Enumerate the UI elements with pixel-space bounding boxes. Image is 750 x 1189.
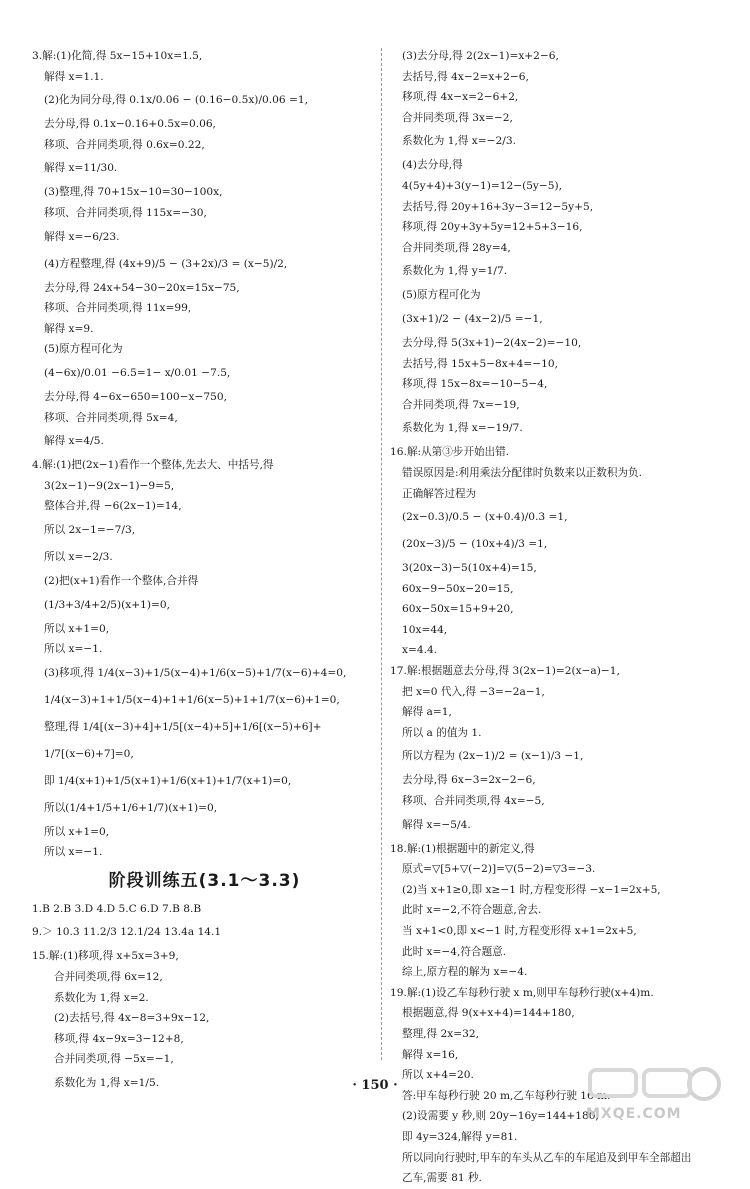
text-line: 当 x+1<0,即 x<−1 时,方程变形得 x+1=2x+5, [402, 925, 637, 937]
text-line: 60x−9−50x−20=15, [402, 582, 514, 595]
text-line: 所以 x+1=0, [44, 825, 110, 838]
text-line: 系数化为 1,得 x=−19/7. [402, 422, 523, 435]
text-line: 原式=▽[5+▽(−2)]=▽(5−2)=▽3=−3. [402, 863, 596, 876]
text-line: 合并同类项,得 7x=−19, [402, 398, 520, 411]
text-line: 合并同类项,得 6x=12, [54, 971, 163, 984]
watermark-logo [582, 1064, 732, 1122]
text-line: 所以 x+4=20. [402, 1069, 474, 1082]
text-line: 解得 x=1.1. [44, 70, 104, 83]
text-line: 10x=44, [402, 623, 448, 636]
text-line: 移项、合并同类项,得 5x=4, [44, 411, 178, 424]
watermark-text: MXQE.COM [586, 1106, 682, 1122]
text-line: 移项、合并同类项,得 4x=−5, [402, 795, 545, 808]
text-line: 系数化为 1,得 x=−2/3. [402, 135, 516, 148]
text-line: 整理,得 2x=32, [402, 1027, 479, 1040]
text-line: 答:甲车每秒行驶 20 m,乙车每秒行驶 16 m. [402, 1089, 611, 1102]
text-line: (1/3+3/4+2/5)(x+1)=0, [44, 598, 171, 611]
text-line: 整理,得 1/4[(x−3)+4]+1/5[(x−4)+5]+1/6[(x−5)+6]+ [44, 720, 322, 733]
text-line: 此时 x=−4,符合题意. [402, 945, 507, 958]
text-line: 4(5y+4)+3(y−1)=12−(5y−5), [402, 179, 563, 192]
text-line: 系数化为 1,得 y=1/7. [402, 265, 508, 278]
text-line: (2)化为同分母,得 0.1x/0.06 − (0.16−0.5x)/0.06 =1, [44, 94, 308, 107]
text-line: 合并同类项,得 3x=−2, [402, 111, 513, 124]
text-line: (3x+1)/2 − (4x−2)/5 =−1, [402, 312, 543, 325]
text-line: 去分母,得 6x−3=2x−2−6, [402, 774, 536, 787]
text-line: 合并同类项,得 −5x=−1, [54, 1053, 174, 1066]
text-line: 所以方程为 (2x−1)/2 = (x−1)/3 −1, [402, 750, 584, 763]
text-line: 解得 x=16, [402, 1048, 459, 1061]
page-number: · 150 · [352, 1078, 398, 1093]
text-line: (3)移项,得 1/4(x−3)+1/5(x−4)+1/6(x−5)+1/7(x−6)+4=0, [44, 666, 347, 679]
text-line: 移项,得 15x−8x=−10−5−4, [402, 378, 548, 391]
text-line: 4.解:(1)把(2x−1)看作一个整体,先去大、中括号,得 [32, 459, 274, 472]
text-line: 移项,得 4x−9x=3−12+8, [54, 1032, 184, 1045]
text-line: (2x−0.3)/0.5 − (x+0.4)/0.3 =1, [402, 511, 568, 524]
text-line: 所以 a 的值为 1. [402, 726, 482, 739]
text-line: 解得 x=11/30. [44, 162, 118, 175]
text-line: 9.＞ 10.3 11.2/3 12.1/24 13.4a 14.1 [32, 926, 222, 939]
text-line: 解得 a=1, [402, 706, 452, 719]
text-line: 解得 x=9. [44, 322, 94, 335]
text-line: 1.B 2.B 3.D 4.D 5.C 6.D 7.B 8.B [32, 902, 202, 915]
left-column [32, 46, 377, 1097]
text-line: 移项、合并同类项,得 0.6x=0.22, [44, 138, 205, 151]
text-line: 此时 x=−2,不符合题意,舍去. [402, 904, 542, 917]
text-line: 所以(1/4+1/5+1/6+1/7)(x+1)=0, [44, 801, 218, 814]
right-column [390, 46, 730, 1189]
text-line: 去分母,得 24x+54−30−20x=15x−75, [44, 281, 240, 294]
text-line: (2)当 x+1≥0,即 x≥−1 时,方程变形得 −x−1=2x+5, [402, 883, 661, 896]
text-line: 合并同类项,得 28y=4, [402, 241, 511, 254]
text-line: (5)原方程可化为 [402, 289, 481, 302]
text-line: (3)去分母,得 2(2x−1)=x+2−6, [402, 50, 559, 62]
text-line: 60x−50x=15+9+20, [402, 603, 514, 616]
column-divider [381, 48, 382, 1060]
text-line: 系数化为 1,得 x=2. [54, 991, 149, 1004]
text-line: 所以 x=−2/3. [44, 550, 113, 563]
text-line: 所以 x+1=0, [44, 622, 110, 635]
text-line: 解得 x=−6/23. [44, 230, 120, 243]
text-line: 去括号,得 15x+5−8x+4=−10, [402, 357, 558, 370]
text-line: 1/4(x−3)+1+1/5(x−4)+1+1/6(x−5)+1+1/7(x−6)+1=0, [44, 693, 340, 706]
text-line: 去分母,得 5(3x+1)−2(4x−2)=−10, [402, 336, 582, 349]
text-line: 解得 x=−5/4. [402, 818, 471, 831]
text-line: 所以 x=−1. [44, 643, 103, 656]
text-line: 乙车,需要 81 秒. [402, 1172, 482, 1185]
text-line: 3.解:(1)化简,得 5x−15+10x=1.5, [32, 50, 203, 62]
text-line: 移项,得 4x−x=2−6+2, [402, 91, 519, 104]
text-line: 15.解:(1)移项,得 x+5x=3+9, [32, 950, 179, 963]
text-line: 18.解:(1)根据题中的新定义,得 [390, 842, 535, 855]
text-line: 即 1/4(x+1)+1/5(x+1)+1/6(x+1)+1/7(x+1)=0, [44, 774, 292, 787]
text-line: (4)去分母,得 [402, 159, 463, 172]
text-line: 3(2x−1)−9(2x−1)−9=5, [44, 479, 175, 492]
text-line: 16.解:从第③步开始出错. [390, 446, 510, 459]
text-line: (2)把(x+1)看作一个整体,合并得 [44, 574, 199, 587]
text-line: 移项、合并同类项,得 115x=−30, [44, 206, 207, 219]
text-line: 所以 2x−1=−7/3, [44, 523, 136, 536]
text-line: 去分母,得 0.1x−0.16+0.5x=0.06, [44, 118, 216, 131]
text-line: 根据题意,得 9(x+x+4)=144+180, [402, 1007, 575, 1020]
text-line: 所以同向行驶时,甲车的车头从乙车的车尾追及到甲车全部超出 [402, 1151, 692, 1164]
text-line: 3(20x−3)−5(10x+4)=15, [402, 562, 537, 575]
text-line: 即 4y=324,解得 y=81. [402, 1130, 518, 1143]
text-line: (5)原方程可化为 [44, 343, 123, 356]
text-line: 整体合并,得 −6(2x−1)=14, [44, 500, 182, 513]
text-line: x=4.4. [402, 644, 438, 657]
text-line: 19.解:(1)设乙车每秒行驶 x m,则甲车每秒行驶(x+4)m. [390, 986, 654, 999]
text-line: 综上,原方程的解为 x=−4. [402, 966, 528, 979]
text-line: 1/7[(x−6)+7]=0, [44, 747, 134, 760]
text-line: 移项、合并同类项,得 11x=99, [44, 302, 192, 315]
section-title: 阶段训练五(3.1～3.3) [108, 870, 301, 891]
text-line: 去括号,得 4x−2=x+2−6, [402, 70, 529, 83]
text-line: 去分母,得 4−6x−650=100−x−750, [44, 390, 227, 403]
text-line: (4−6x)/0.01 −6.5=1− x/0.01 −7.5, [44, 366, 231, 379]
text-line: 移项,得 20y+3y+5y=12+5+3−16, [402, 221, 583, 234]
text-line: (2)去括号,得 4x−8=3+9x−12, [54, 1012, 210, 1025]
text-line: 正确解答过程为 [402, 487, 477, 500]
text-line: (20x−3)/5 − (10x+4)/3 =1, [402, 538, 548, 551]
text-line: 解得 x=4/5. [44, 435, 104, 448]
text-line: 错误原因是:利用乘法分配律时负数来以正数积为负. [402, 466, 642, 479]
text-line: (3)整理,得 70+15x−10=30−100x, [44, 186, 223, 199]
text-line: 把 x=0 代入,得 −3=−2a−1, [402, 685, 545, 698]
text-line: 去括号,得 20y+16+3y−3=12−5y+5, [402, 200, 594, 213]
text-line: (4)方程整理,得 (4x+9)/5 − (3+2x)/3 = (x−5)/2, [44, 257, 288, 270]
text-line: (2)设需要 y 秒,则 20y−16y=144+180, [402, 1110, 599, 1123]
text-line: 17.解:根据题意去分母,得 3(2x−1)=2(x−a)−1, [390, 665, 620, 678]
text-line: 系数化为 1,得 x=1/5. [54, 1077, 160, 1090]
text-line: 所以 x=−1. [44, 846, 103, 859]
